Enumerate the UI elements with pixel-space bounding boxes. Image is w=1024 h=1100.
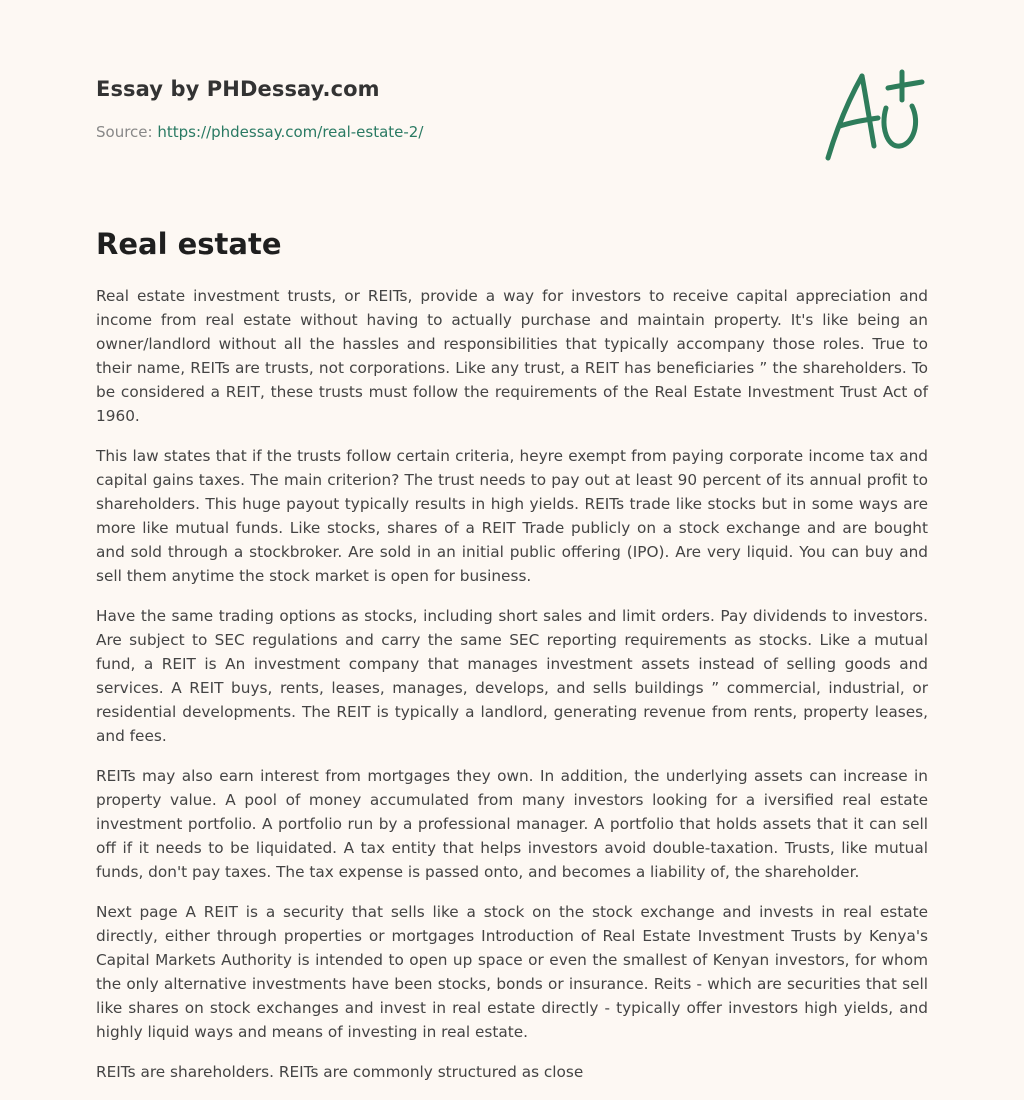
essay-paragraph: This law states that if the trusts follow certain criteria, heyre exempt from paying corporate income tax and capital gains taxes. The main criterion? The trust needs to pay out at least 90 percent of its annual profit to shareholders. This huge payout typically results in high yields. REITs trade like stocks but in some ways are more like mutual funds. Like stocks, shares of a REIT Trade publicly on a stock exchange and are bought and sold through a stockbroker. Are sold in an initial public offering (IPO). Are very liquid. You can buy and sell them anytime the stock market is open for business. bbox=[96, 447, 928, 585]
essay-paragraph: Real estate investment trusts, or REITs, provide a way for investors to receive capital appreciation and income from real estate without having to actually purchase and maintain property. It's like being an owner/landlord without all the hassles and responsibilities that typically accompany those roles. True to their name, REITs are trusts, not corporations. Like any trust, a REIT has beneficiaries ” the shareholders. To be considered a REIT, these trusts must follow the requirements of the Real Estate Investment Trust Act of 1960. bbox=[96, 287, 928, 425]
essay-title: Real estate bbox=[96, 227, 282, 261]
source-line bbox=[96, 122, 796, 142]
essay-paragraph: Next page A REIT is a security that sells like a stock on the stock exchange and invests in real estate directly, either through properties or mortgages Introduction of Real Estate Investment Trusts by Kenya's Capital Markets Authority is intended to open up space or even the smallest of Kenyan investors, for whom the only alternative investments have been stocks, bonds or insurance. Reits - which are securities that sell like shares on stock exchanges and invest in real estate directly - typically offer investors high yields, and highly liquid ways and means of investing in real estate. bbox=[96, 903, 928, 1041]
a-plus-grade-icon bbox=[822, 68, 928, 164]
essay-paragraph: REITs may also earn interest from mortgages they own. In addition, the underlying assets can increase in property value. A pool of money accumulated from many investors looking for a iversified real estate investment portfolio. A portfolio run by a professional manager. A portfolio that holds assets that it can sell off if it needs to be liquidated. A tax entity that helps investors avoid double-taxation. Trusts, like mutual funds, don't pay taxes. The tax expense is passed onto, and becomes a liability of, the shareholder. bbox=[96, 767, 928, 881]
essay-paragraph: Have the same trading options as stocks, including short sales and limit orders. Pay dividends to investors. Are subject to SEC regulations and carry the same SEC reporting requirements as stocks. Like a mutual fund, a REIT is An investment company that manages investment assets instead of selling goods and services. A REIT buys, rents, leases, manages, develops, and sells buildings ” commercial, industrial, or residential developments. The REIT is typically a landlord, generating revenue from rents, property leases, and fees. bbox=[96, 607, 928, 745]
page-header bbox=[96, 74, 796, 142]
essay-body bbox=[96, 284, 928, 1100]
source-label: Source: bbox=[96, 123, 153, 141]
source-link[interactable]: https://phdessay.com/real-estate-2/ bbox=[157, 123, 424, 141]
brand-title: Essay by PHDessay.com bbox=[96, 77, 380, 101]
essay-paragraph: REITs are shareholders. REITs are commonly structured as close bbox=[96, 1063, 584, 1081]
